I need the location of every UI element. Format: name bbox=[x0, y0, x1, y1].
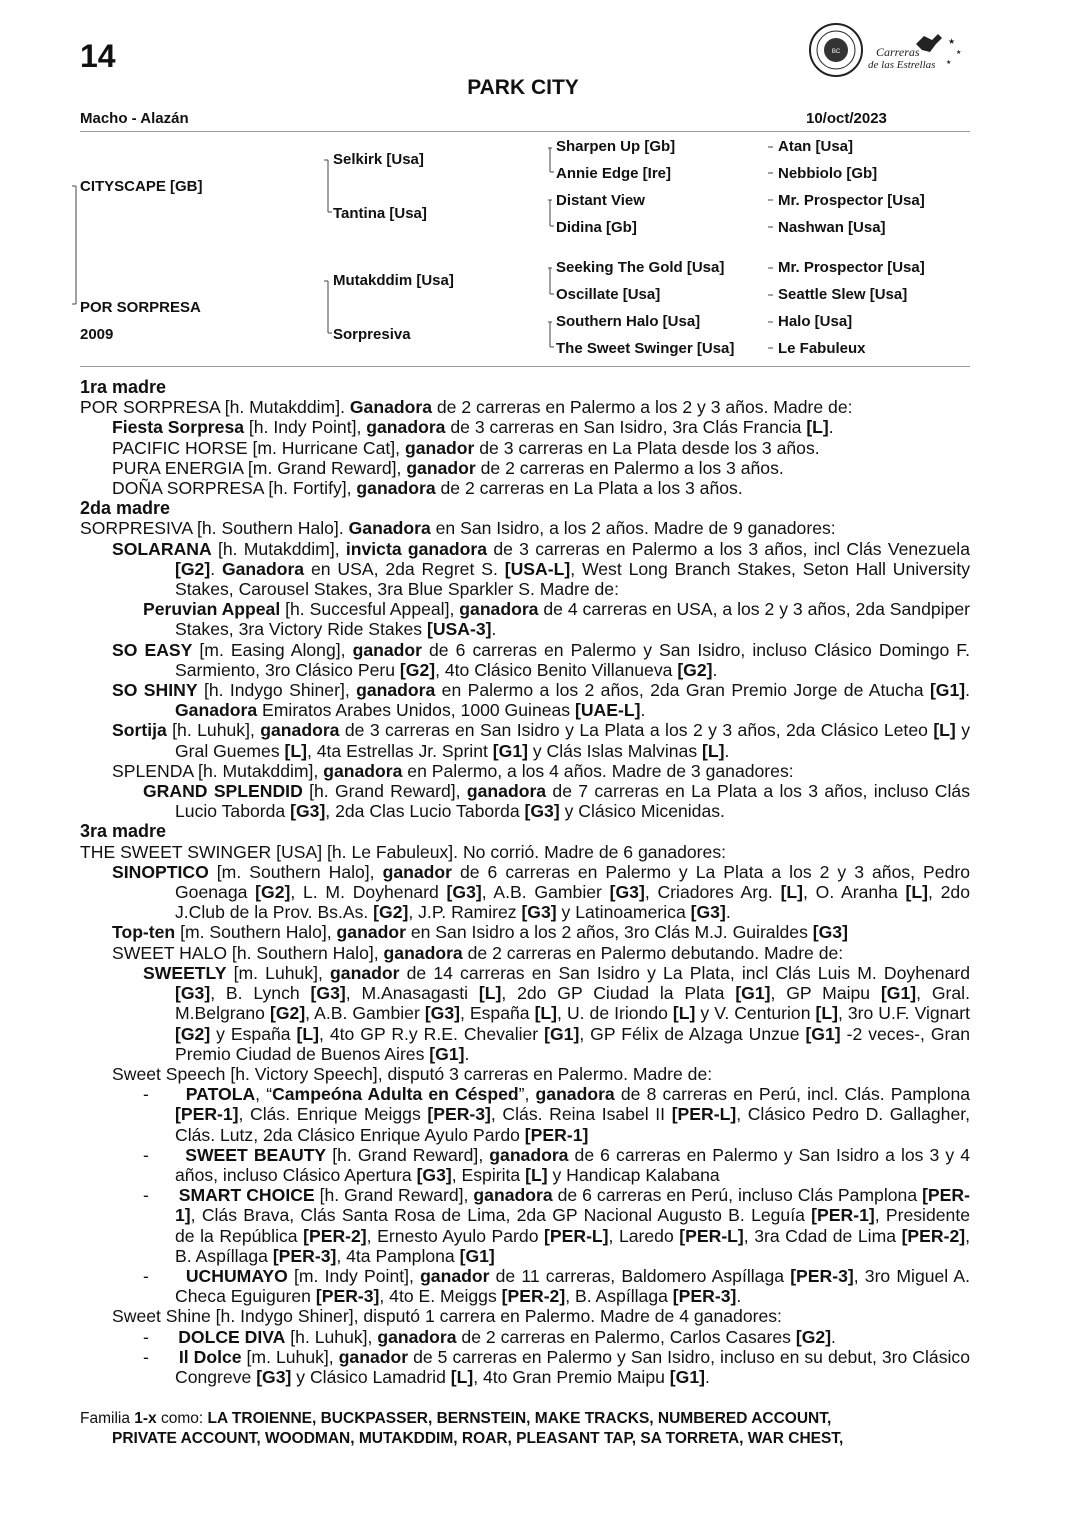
produce-entry: Sweet Shine [h. Indygo Shiner], disputó 1 carrera en Palermo. Madre de 4 ganadores: bbox=[112, 1306, 782, 1327]
family-como: como: bbox=[160, 1410, 204, 1427]
svg-text:de las Estrellas: de las Estrellas bbox=[868, 59, 936, 71]
gen4-ancestor: Le Fabuleux bbox=[778, 340, 866, 357]
family-label: Familia bbox=[80, 1410, 130, 1427]
produce-entry: - SMART CHOICE [h. Grand Reward], ganadora de 6 carreras en Perú, incluso Clás Pamplona [PER-1], Clás Brava, Clás Santa Rosa de Lima, 2da GP Nacional Augusto B. Leguía [PER-1], Presidente de la República [PER-2], Ernesto Ayulo Pardo [PER-L], Laredo [PER-L], 3ra Cdad de Lima [PER-2], B. Aspíllaga [PER-3], 4ta Pamplona [G1] bbox=[143, 1185, 970, 1266]
horse-name: PARK CITY bbox=[467, 76, 579, 99]
produce-entry: SWEET HALO [h. Southern Halo], ganadora de 2 carreras en Palermo debutando. Madre de: bbox=[112, 942, 844, 963]
produce-entry: GRAND SPLENDID [h. Grand Reward], ganadora de 7 carreras en La Plata a los 3 años, incluso Clás Lucio Taborda [G3], 2da Clas Lucio Taborda [G3] y Clásico Micenidas. bbox=[143, 781, 970, 822]
gen3-ancestor: Oscillate [Usa] bbox=[556, 286, 661, 303]
dam-year: 2009 bbox=[80, 326, 114, 343]
produce-entry: SINOPTICO [m. Southern Halo], ganador de 6 carreras en Palermo y La Plata a los 2 y 3 años, Pedro Goenaga [G2], L. M. Doyhenard [G3], A.B. Gambier [G3], Criadores Arg. [L], O. Aranha [L], 2do J.Club de la Prov. Bs.As. [G2], J.P. Ramirez [G3] y Latinoamerica [G3]. bbox=[112, 861, 970, 923]
sex-color: Macho - Alazán bbox=[80, 110, 189, 127]
dam-produce-record bbox=[80, 377, 970, 1387]
sire-name: CITYSCAPE [GB] bbox=[80, 178, 203, 195]
produce-entry: SO EASY [m. Easing Along], ganador de 6 carreras en Palermo y San Isidro, incluso Clásico Domingo F. Sarmiento, 3ro Clásico Peru [G2], 4to Clásico Benito Villanueva [G2]. bbox=[112, 639, 970, 680]
gen2-sire-sire: Selkirk [Usa] bbox=[333, 151, 424, 168]
svg-text:★: ★ bbox=[956, 50, 962, 56]
family-names-2: PRIVATE ACCOUNT, WOODMAN, MUTAKDDIM, ROAR, PLEASANT TAP, SA TORRETA, WAR CHEST, bbox=[112, 1430, 844, 1447]
produce-entry: PACIFIC HORSE [m. Hurricane Cat], ganador de 3 carreras en La Plata desde los 3 años. bbox=[112, 437, 820, 458]
produce-entry: - Il Dolce [m. Luhuk], ganador de 5 carreras en Palermo y San Isidro, incluso en su debut, 3ro Clásico Congreve [G3] y Clásico Lamadrid [L], 4to Gran Premio Maipu [G1]. bbox=[143, 1346, 970, 1387]
gen3-ancestor: Seeking The Gold [Usa] bbox=[556, 259, 725, 276]
produce-entry: SPLENDA [h. Mutakddim], ganadora en Palermo, a los 4 años. Madre de 3 ganadores: bbox=[112, 760, 794, 781]
svg-text:Carreras: Carreras bbox=[876, 45, 920, 59]
produce-entry: PURA ENERGIA [m. Grand Reward], ganador de 2 carreras en Palermo a los 3 años. bbox=[112, 457, 784, 478]
gen3-ancestor: Annie Edge [Ire] bbox=[556, 165, 672, 182]
gen3-ancestor: Distant View bbox=[556, 192, 645, 209]
gen3-ancestor: Didina [Gb] bbox=[556, 219, 637, 236]
lot-number: 14 bbox=[80, 38, 116, 74]
third-dam-heading: 3ra madre bbox=[80, 821, 167, 842]
sale-date: 10/oct/2023 bbox=[806, 110, 887, 127]
produce-entry: Fiesta Sorpresa [h. Indy Point], ganadora de 3 carreras en San Isidro, 3ra Clás Francia [L]. bbox=[112, 417, 834, 438]
gen3-ancestor: The Sweet Swinger [Usa] bbox=[556, 340, 735, 357]
produce-entry: - PATOLA, “Campeóna Adulta en Césped”, ganadora de 8 carreras en Perú, incl. Clás. Pamplona [PER-1], Clás. Enrique Meiggs [PER-3], Clás. Reina Isabel II [PER-L], Clásico Pedro D. Gallagher, Clás. Lutz, 2da Clásico Enrique Ayulo Pardo [PER-1] bbox=[143, 1084, 971, 1145]
gen4-ancestor: Atan [Usa] bbox=[778, 138, 854, 155]
produce-entry: SWEETLY [m. Luhuk], ganador de 14 carreras en San Isidro y La Plata, incl Clás Luis M. Doyhenard [G3], B. Lynch [G3], M.Anasagasti [L], 2do GP Ciudad la Plata [G1], GP Maipu [G1], Gral. M.Belgrano [G2], A.B. Gambier [G3], España [L], U. de Iriondo [L] y V. Centurion [L], 3ro U.F. Vignart [G2] y España [L], 4to GP R.y R.E. Chevalier [G1], GP Félix de Alzaga Unzue [G1] -2 veces-, Gran Premio Ciudad de Buenos Aires [G1]. bbox=[143, 962, 971, 1064]
gen2-dam-dam: Sorpresiva bbox=[333, 326, 411, 343]
gen4-ancestor: Nebbiolo [Gb] bbox=[778, 165, 878, 182]
gen4-ancestor: Nashwan [Usa] bbox=[778, 219, 886, 236]
svg-text:★: ★ bbox=[948, 37, 956, 46]
svg-text:BC: BC bbox=[831, 49, 841, 55]
family-number: 1-x bbox=[134, 1410, 157, 1427]
first-dam-heading: 1ra madre bbox=[80, 377, 167, 397]
produce-entry: - UCHUMAYO [m. Indy Point], ganador de 11 carreras, Baldomero Aspíllaga [PER-3], 3ro Miguel A. Checa Eguiguren [PER-3], 4to E. Meiggs [PER-2], B. Aspíllaga [PER-3]. bbox=[143, 1265, 971, 1307]
gen4-ancestor: Mr. Prospector [Usa] bbox=[778, 259, 925, 276]
family-names-1: LA TROIENNE, BUCKPASSER, BERNSTEIN, MAKE TRACKS, NUMBERED ACCOUNT, bbox=[207, 1410, 832, 1427]
family-line bbox=[80, 1409, 970, 1449]
second-dam-paragraph: SORPRESIVA [h. Southern Halo]. Ganadora en San Isidro, a los 2 años. Madre de 9 ganadores: bbox=[80, 518, 836, 539]
second-dam-heading: 2da madre bbox=[80, 498, 171, 519]
gen2-sire-dam: Tantina [Usa] bbox=[333, 205, 427, 222]
produce-entry: Peruvian Appeal [h. Succesful Appeal], ganadora de 4 carreras en USA, a los 2 y 3 años, 2da Sandpiper Stakes, 3ra Victory Ride Stakes [USA-3]. bbox=[143, 599, 970, 640]
produce-entry: Top-ten [m. Southern Halo], ganador en San Isidro a los 2 años, 3ro Clás M.J. Guiraldes [G3] bbox=[112, 922, 848, 943]
gen2-dam-sire: Mutakddim [Usa] bbox=[333, 272, 454, 289]
produce-entry: - SWEET BEAUTY [h. Grand Reward], ganadora de 6 carreras en Palermo y San Isidro a los 3 y 4 años, incluso Clásico Apertura [G3], Espirita [L] y Handicap Kalabana bbox=[143, 1144, 970, 1185]
third-dam-paragraph: THE SWEET SWINGER [USA] [h. Le Fabuleux]. No corrió. Madre de 6 ganadores: bbox=[80, 841, 727, 862]
produce-entry: Sortija [h. Luhuk], ganadora de 3 carreras en San Isidro y La Plata a los 2 y 3 años, 2da Clásico Leteo [L] y Gral Guemes [L], 4ta Estrellas Jr. Sprint [G1] y Clás Islas Malvinas [L]. bbox=[112, 720, 970, 761]
gen4-ancestor: Halo [Usa] bbox=[778, 313, 853, 330]
gen3-ancestor: Southern Halo [Usa] bbox=[556, 313, 701, 330]
svg-text:★: ★ bbox=[946, 60, 952, 66]
gen4-ancestor: Mr. Prospector [Usa] bbox=[778, 192, 925, 209]
produce-entry: - DOLCE DIVA [h. Luhuk], ganadora de 2 carreras en Palermo, Carlos Casares [G2]. bbox=[143, 1326, 836, 1347]
produce-entry: SOLARANA [h. Mutakddim], invicta ganadora de 3 carreras en Palermo a los 3 años, incl Clás Venezuela [G2]. Ganadora en USA, 2da Regret S. [USA-L], West Long Branch Stakes, Seton Hall University Stakes, Carousel Stakes, 3ra Blue Sparkler S. Madre de: bbox=[112, 538, 971, 600]
produce-entry: DOÑA SORPRESA [h. Fortify], ganadora de 2 carreras en La Plata a los 3 años. bbox=[112, 478, 743, 499]
dam-name: POR SORPRESA bbox=[80, 299, 201, 316]
produce-entry: Sweet Speech [h. Victory Speech], disputó 3 carreras en Palermo. Madre de: bbox=[112, 1063, 713, 1084]
produce-entry: SO SHINY [h. Indygo Shiner], ganadora en Palermo a los 2 años, 2da Gran Premio Jorge de Atucha [G1]. Ganadora Emiratos Arabes Unidos, 1000 Guineas [UAE-L]. bbox=[112, 680, 971, 721]
family-line-2 bbox=[80, 1429, 970, 1449]
first-dam-paragraph: POR SORPRESA [h. Mutakddim]. Ganadora de 2 carreras en Palermo a los 2 y 3 años. Madre de: bbox=[80, 397, 853, 418]
family-line-1 bbox=[80, 1409, 970, 1429]
pedigree-bottom-rule bbox=[80, 366, 970, 367]
gen4-ancestor: Seattle Slew [Usa] bbox=[778, 286, 908, 303]
gen3-ancestor: Sharpen Up [Gb] bbox=[556, 138, 676, 155]
